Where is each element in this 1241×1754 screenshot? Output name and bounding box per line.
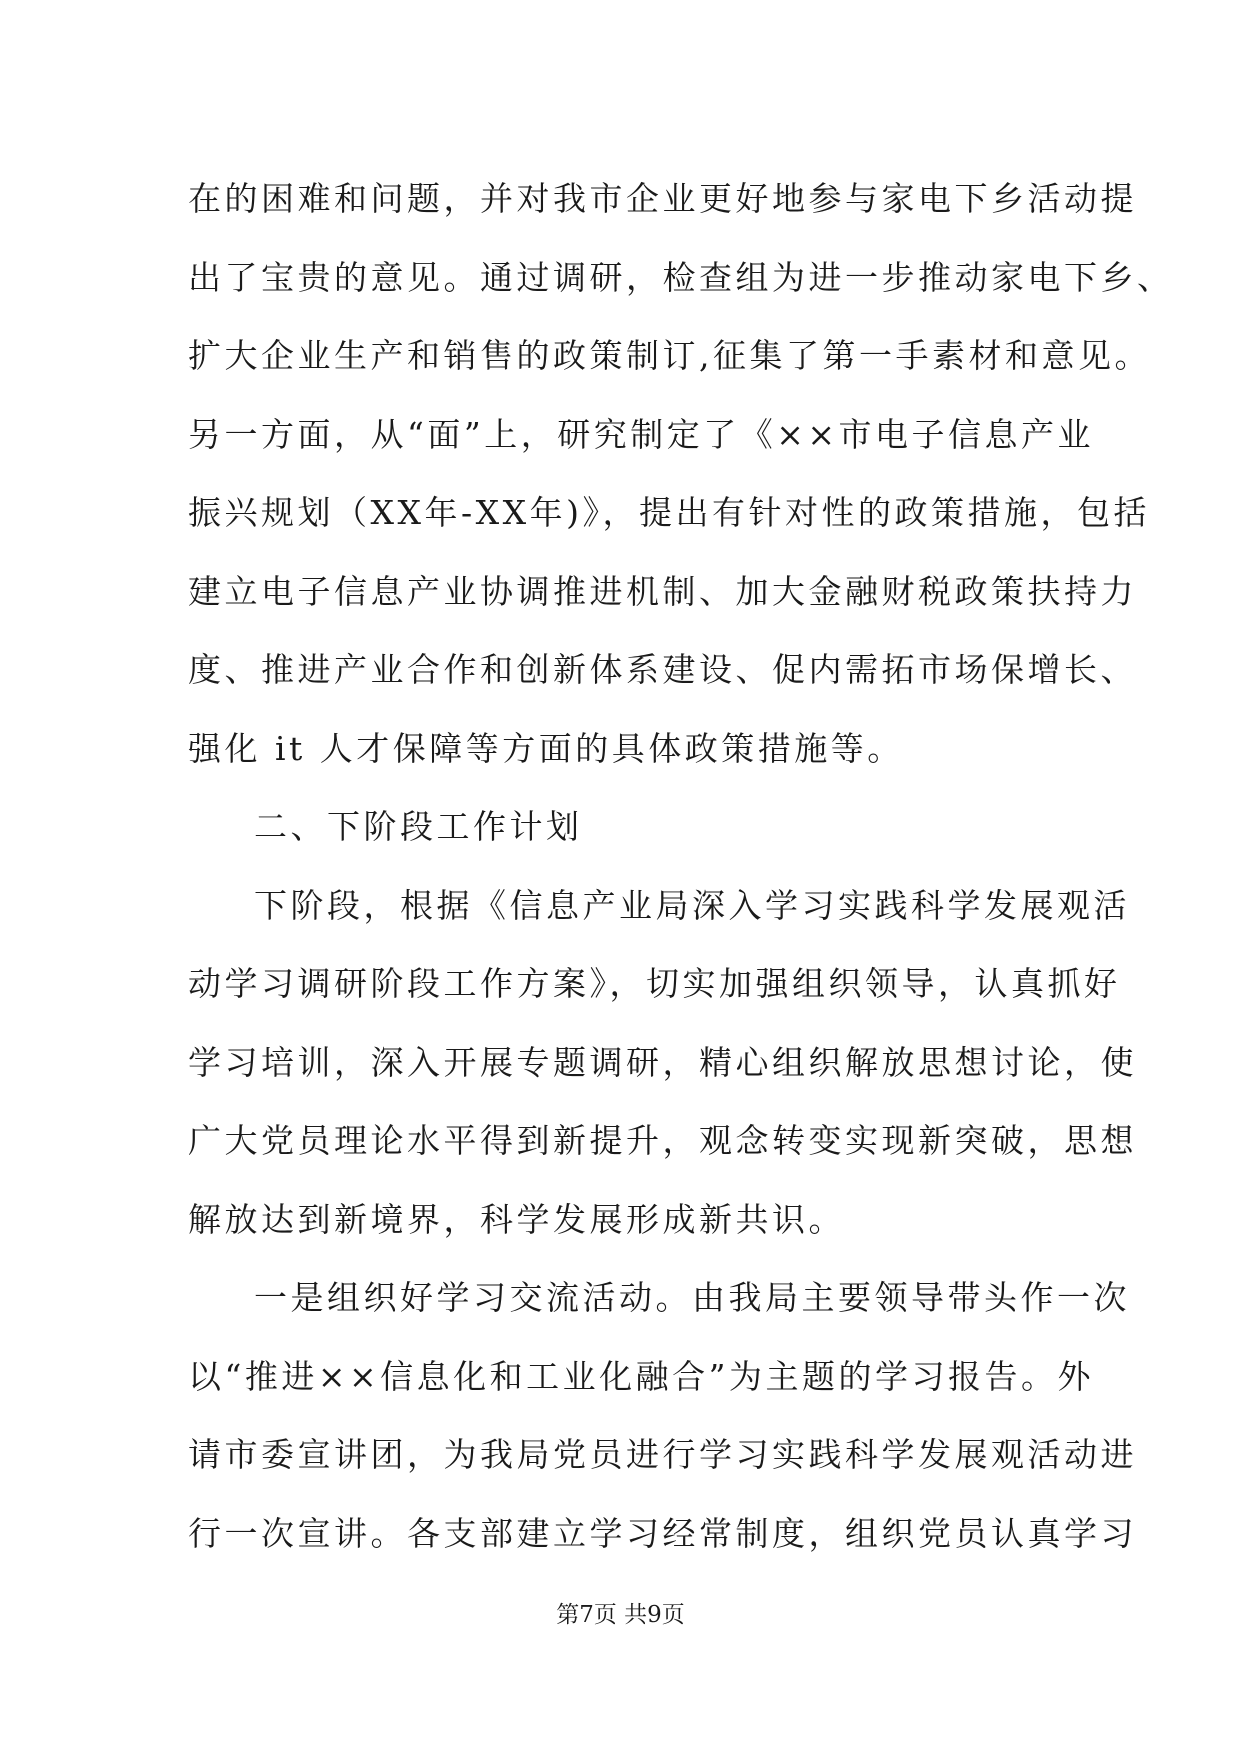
paragraph-line: 请市委宣讲团，为我局党员进行学习实践科学发展观活动进 (188, 1435, 1137, 1474)
paragraph-line: 强化 it 人才保障等方面的具体政策措施等。 (188, 728, 904, 768)
paragraph-line: 广大党员理论水平得到新提升，观念转变实现新突破，思想 (188, 1121, 1137, 1160)
paragraph-line: 以“推进××信息化和工业化融合”为主题的学习报告。外 (188, 1356, 1095, 1396)
paragraph-line: 在的困难和问题，并对我市企业更好地参与家电下乡活动提 (188, 179, 1137, 218)
paragraph-line: 行一次宣讲。各支部建立学习经常制度，组织党员认真学习 (188, 1513, 1137, 1553)
paragraph-line: 度、推进产业合作和创新体系建设、促内需拓市场保增长、 (188, 650, 1137, 689)
paragraph-line: 解放达到新境界，科学发展形成新共识。 (188, 1199, 845, 1239)
paragraph-line: 振兴规划（XX年-XX年)》，提出有针对性的政策措施，包括 (188, 493, 1150, 532)
document-body (188, 160, 1174, 1573)
paragraph-line: 学习培训，深入开展专题调研，精心组织解放思想讨论，使 (188, 1042, 1137, 1082)
paragraph-line: 动学习调研阶段工作方案》，切实加强组织领导，认真抓好 (188, 964, 1121, 1003)
paragraph-line: 扩大企业生产和销售的政策制订,征集了第一手素材和意见。 (188, 336, 1151, 375)
paragraph-line: 另一方面，从“面”上，研究制定了《××市电子信息产业 (188, 414, 1095, 454)
page-footer: 第7页 共9页 (556, 1602, 685, 1628)
section-heading: 二、下阶段工作计划 (254, 807, 583, 846)
paragraph-line: 一是组织好学习交流活动。由我局主要领导带头作一次 (254, 1278, 1130, 1317)
paragraph-line: 下阶段，根据《信息产业局深入学习实践科学发展观活 (254, 885, 1130, 925)
paragraph-line: 建立电子信息产业协调推进机制、加大金融财税政策扶持力 (188, 571, 1137, 611)
paragraph-line: 出了宝贵的意见。通过调研，检查组为进一步推动家电下乡、 (188, 257, 1174, 297)
